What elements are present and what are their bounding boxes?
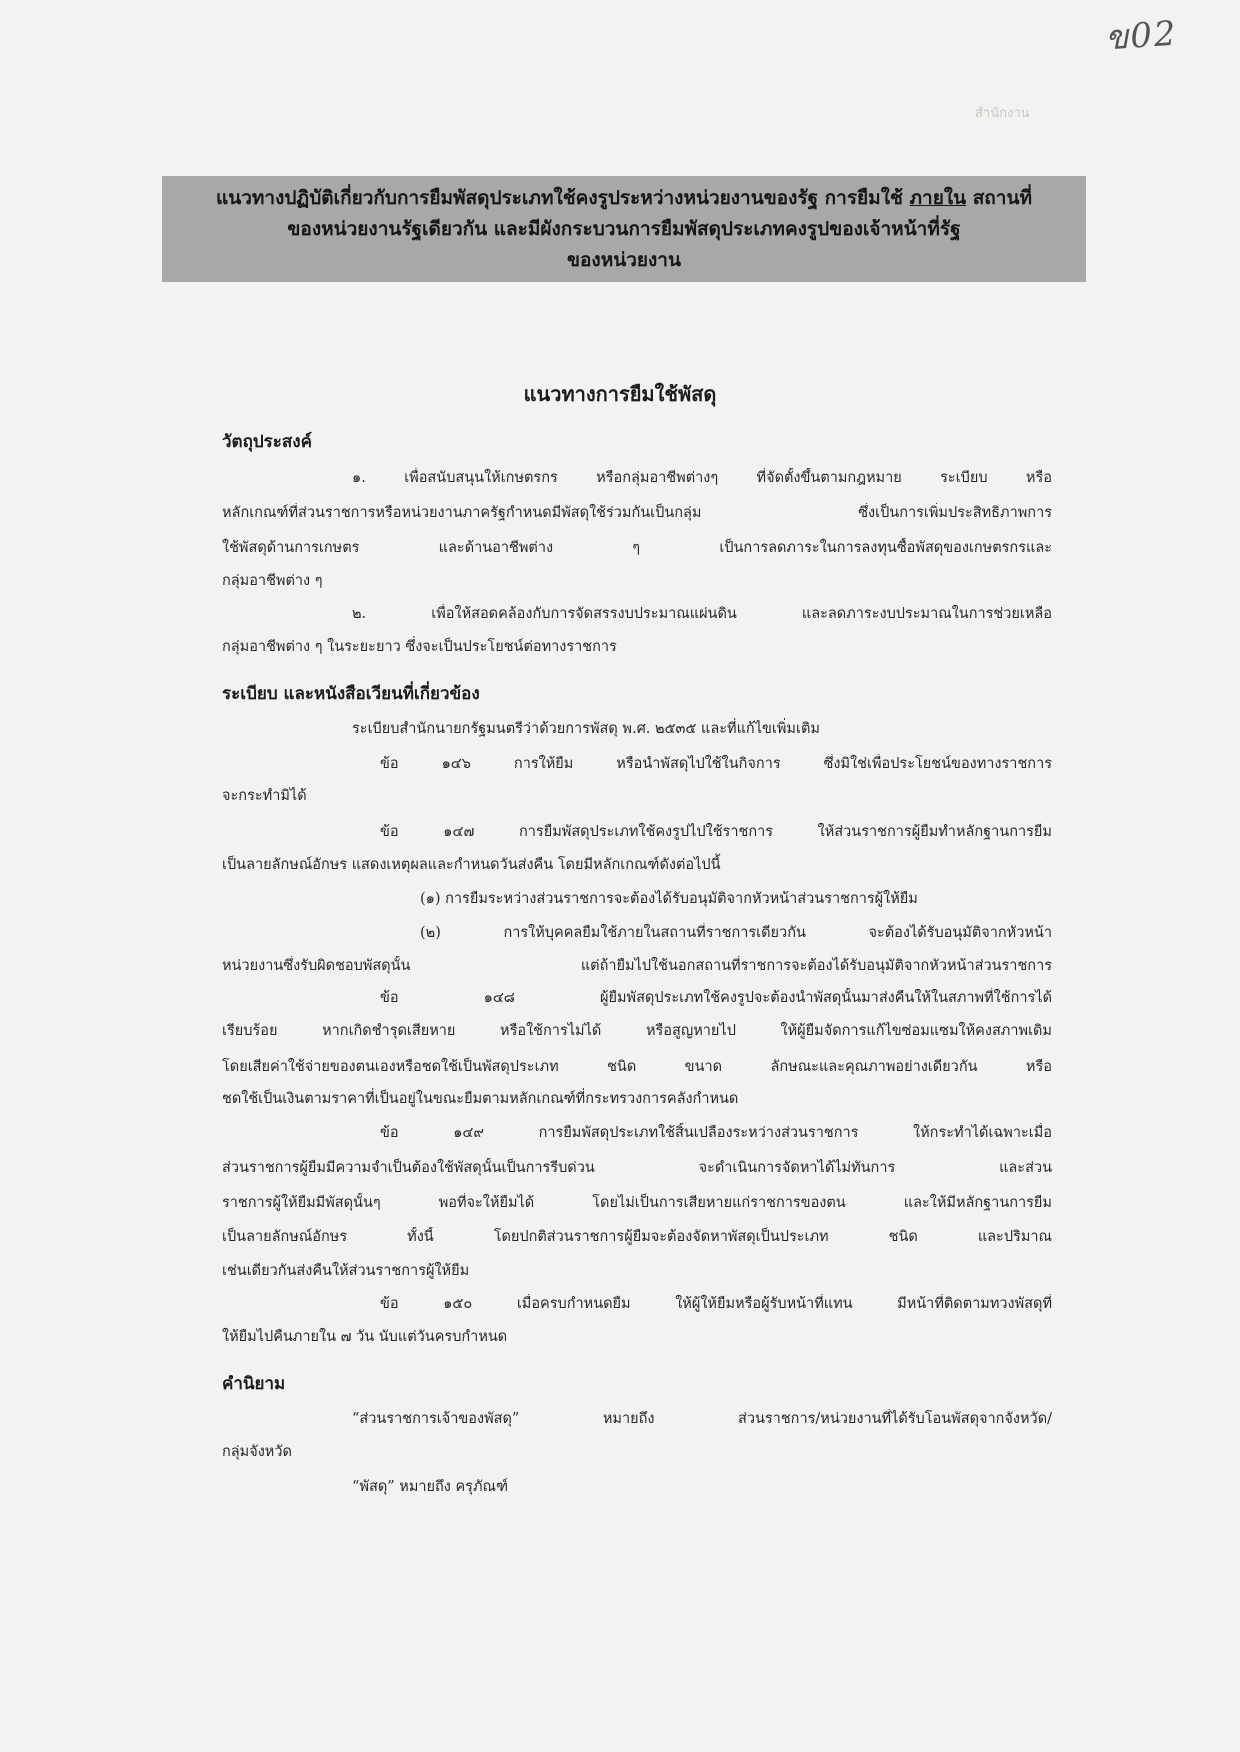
faint-stamp: สำนักงาน: [975, 106, 1030, 121]
header-line-2: ของหน่วยงานรัฐเดียวกัน และมีผังกระบวนการยืมพัสดุประเภทคงรูปของเจ้าหน้าที่รัฐ: [287, 217, 961, 240]
section-heading-definitions: คำนิยาม: [222, 1374, 286, 1394]
regulation-line: เช่นเดียวกันส่งคืนให้ส่วนราชการผู้ให้ยืม: [222, 1263, 470, 1279]
regulation-line: เรียบร้อย หากเกิดชำรุดเสียหาย หรือใช้การไม่ได้ หรือสูญหายไป ให้ผู้ยืมจัดการแก้ไขซ่อมแซมให้คงสภาพเดิม: [222, 1023, 1052, 1039]
regulation-line: ข้อ ๑๔๖ การให้ยืม หรือนำพัสดุไปใช้ในกิจการ ซึ่งมิใช่เพื่อประโยชน์ของทางราชการ: [380, 756, 1052, 772]
objective-line: กลุ่มอาชีพต่าง ๆ: [222, 573, 323, 589]
header-line-3: ของหน่วยงาน: [567, 248, 681, 271]
regulation-line: ส่วนราชการผู้ยืมมีความจำเป็นต้องใช้พัสดุนั้นเป็นการรีบด่วน จะดำเนินการจัดหาได้ไม่ทันการ และส่วน: [222, 1160, 1052, 1176]
header-banner: [162, 176, 1086, 282]
regulation-line: เป็นลายลักษณ์อักษร ทั้งนี้ โดยปกติส่วนราชการผู้ยืมจะต้องจัดหาพัสดุเป็นประเภท ชนิด และปริมาณ: [222, 1229, 1052, 1245]
regulation-line: ชดใช้เป็นเงินตามราคาที่เป็นอยู่ในขณะยืมตามหลักเกณฑ์ที่กระทรวงการคลังกำหนด: [222, 1091, 739, 1107]
header-line-1: แนวทางปฏิบัติเกี่ยวกับการยืมพัสดุประเภทใช้คงรูประหว่างหน่วยงานของรัฐ การยืมใช้ ภายใน สถานที่: [216, 186, 1032, 209]
regulation-line: ราชการผู้ให้ยืมมีพัสดุนั้นๆ พอที่จะให้ยืมได้ โดยไม่เป็นการเสียหายแก่ราชการของตน และให้มีหลักฐานการยืม: [222, 1195, 1052, 1211]
document-title: แนวทางการยืมใช้พัสดุ: [523, 382, 717, 406]
section-heading-regulations: ระเบียบ และหนังสือเวียนที่เกี่ยวข้อง: [222, 684, 480, 704]
regulation-line: จะกระทำมิได้: [222, 788, 307, 804]
handwritten-page-mark: ข02: [1104, 13, 1180, 59]
regulation-line: (๑) การยืมระหว่างส่วนราชการจะต้องได้รับอนุมัติจากหัวหน้าส่วนราชการผู้ให้ยืม: [420, 891, 918, 907]
regulation-line: ให้ยืมไปคืนภายใน ๗ วัน นับแต่วันครบกำหนด: [222, 1329, 508, 1345]
objective-line: ๑. เพื่อสนับสนุนให้เกษตรกร หรือกลุ่มอาชีพต่างๆ ที่จัดตั้งขึ้นตามกฎหมาย ระเบียบ หรือ: [352, 470, 1052, 486]
regulation-line: โดยเสียค่าใช้จ่ายของตนเองหรือชดใช้เป็นพัสดุประเภท ชนิด ขนาด ลักษณะและคุณภาพอย่างเดียวกัน หรือ: [222, 1059, 1052, 1075]
objective-line: ใช้พัสดุด้านการเกษตร และด้านอาชีพต่าง ๆ เป็นการลดภาระในการลงทุนซื้อพัสดุของเกษตรกรและ: [222, 540, 1052, 556]
regulation-line: (๒) การให้บุคคลยืมใช้ภายในสถานที่ราชการเดียวกัน จะต้องได้รับอนุมัติจากหัวหน้า: [420, 925, 1052, 941]
header-underlined-word: ภายใน: [909, 186, 967, 209]
definition-line: “พัสดุ” หมายถึง ครุภัณฑ์: [352, 1479, 509, 1495]
regulation-line: หน่วยงานซึ่งรับผิดชอบพัสดุนั้น แต่ถ้ายืมไปใช้นอกสถานที่ราชการจะต้องได้รับอนุมัติจากหัวหน้าส่วนราชการ: [222, 958, 1052, 974]
definition-line: กลุ่มจังหวัด: [222, 1444, 292, 1460]
regulation-line: ข้อ ๑๔๗ การยืมพัสดุประเภทใช้คงรูปไปใช้ราชการ ให้ส่วนราชการผู้ยืมทำหลักฐานการยืม: [380, 824, 1052, 840]
objective-line: หลักเกณฑ์ที่ส่วนราชการหรือหน่วยงานภาครัฐกำหนดมีพัสดุใช้ร่วมกันเป็นกลุ่ม ซึ่งเป็นการเพิ่มประสิทธิภาพการ: [222, 505, 1052, 521]
objective-line: กลุ่มอาชีพต่าง ๆ ในระยะยาว ซึ่งจะเป็นประโยชน์ต่อทางราชการ: [222, 639, 617, 655]
objective-line: ๒. เพื่อให้สอดคล้องกับการจัดสรรงบประมาณแผ่นดิน และลดภาระงบประมาณในการช่วยเหลือ: [352, 606, 1052, 622]
regulation-line: ข้อ ๑๔๙ การยืมพัสดุประเภทใช้สิ้นเปลืองระหว่างส่วนราชการ ให้กระทำได้เฉพาะเมื่อ: [380, 1125, 1052, 1141]
section-heading-objective: วัตถุประสงค์: [222, 432, 312, 452]
regulation-line: ข้อ ๑๔๘ ผู้ยืมพัสดุประเภทใช้คงรูปจะต้องนำพัสดุนั้นมาส่งคืนให้ในสภาพที่ใช้การได้: [380, 990, 1052, 1006]
definition-line: “ส่วนราชการเจ้าของพัสดุ” หมายถึง ส่วนราชการ/หน่วยงานที่ได้รับโอนพัสดุจากจังหวัด/: [352, 1411, 1052, 1427]
regulation-line: ข้อ ๑๕๐ เมื่อครบกำหนดยืม ให้ผู้ให้ยืมหรือผู้รับหน้าที่แทน มีหน้าที่ติดตามทวงพัสดุที่: [380, 1296, 1052, 1312]
regulation-line: เป็นลายลักษณ์อักษร แสดงเหตุผลและกำหนดวันส่งคืน โดยมีหลักเกณฑ์ดังต่อไปนี้: [222, 857, 721, 873]
regulation-line: ระเบียบสำนักนายกรัฐมนตรีว่าด้วยการพัสดุ พ.ศ. ๒๕๓๕ และที่แก้ไขเพิ่มเติม: [352, 721, 820, 737]
